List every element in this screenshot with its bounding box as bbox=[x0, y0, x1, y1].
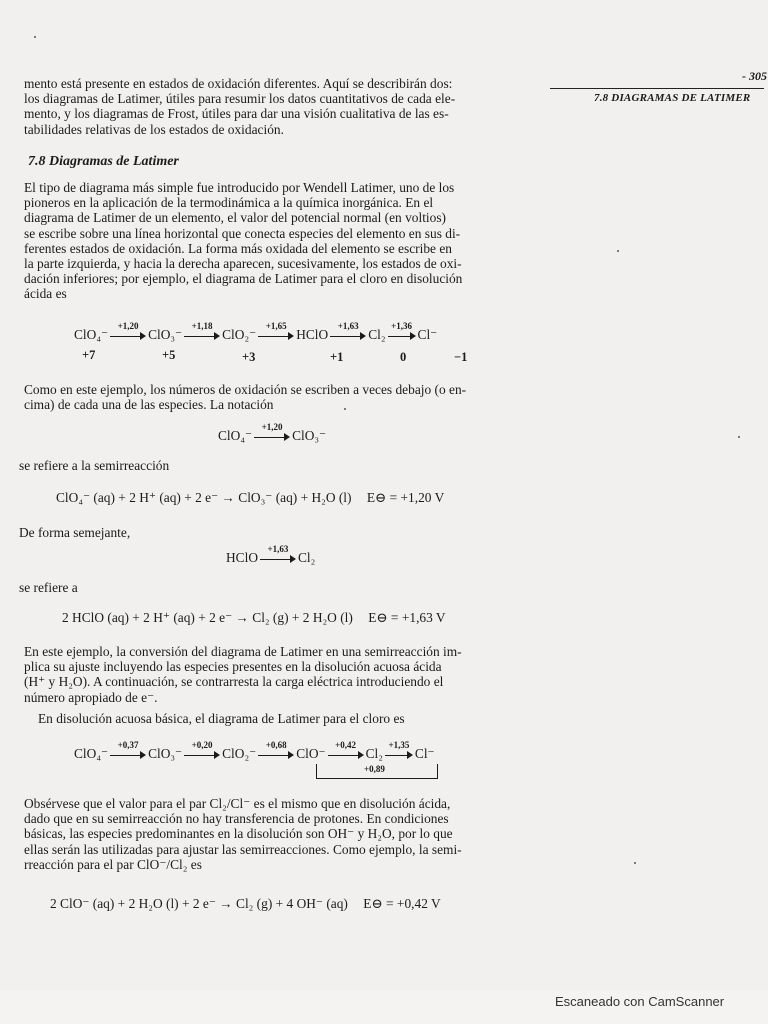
text-line: diagrama de Latimer de un elemento, el valor del potencial normal (en voltios) bbox=[24, 210, 447, 226]
scan-speck bbox=[34, 36, 36, 38]
potential-arrow: +1,36 bbox=[388, 330, 416, 342]
species: ClO₂⁻ bbox=[222, 746, 257, 761]
section-heading: 7.8 Diagramas de Latimer bbox=[28, 154, 179, 169]
scan-speck bbox=[738, 436, 740, 438]
bridge-potential: +0,89 bbox=[364, 764, 385, 774]
species: ClO⁻ bbox=[296, 746, 326, 761]
species: HClO bbox=[296, 327, 329, 342]
text-line: cima) de cada una de las especies. La notación bbox=[24, 397, 274, 413]
potential-arrow: +0,68 bbox=[258, 749, 294, 761]
species: ClO₃⁻ bbox=[292, 428, 327, 443]
species: ClO₄⁻ bbox=[218, 428, 253, 443]
paragraph-basic: En disolución acuosa básica, el diagrama de Latimer para el cloro es bbox=[38, 711, 405, 726]
species: Cl₂ bbox=[298, 550, 316, 565]
species: HClO bbox=[226, 550, 258, 565]
oxidation-state: −1 bbox=[454, 350, 468, 364]
half-reaction-3 bbox=[50, 896, 441, 912]
paragraph-conversion bbox=[24, 644, 528, 705]
potential-arrow: +1,20 bbox=[110, 330, 146, 342]
notation-example-1 bbox=[218, 421, 327, 444]
text-line: Obsérvese que el valor para el par Cl₂/Cl⁻ es el mismo que en disolución ácida, bbox=[24, 796, 451, 811]
half-reaction-2 bbox=[62, 610, 446, 626]
potential-arrow: +1,20 bbox=[254, 431, 290, 443]
species: ClO₄⁻ bbox=[74, 746, 109, 761]
potential-arrow: +1,35 bbox=[385, 749, 413, 761]
potential-arrow: +1,18 bbox=[184, 330, 220, 342]
text-line: (H⁺ y H₂O). A continuación, se contrarresta la carga eléctrica introduciendo el bbox=[24, 674, 444, 690]
running-head-rule bbox=[550, 88, 764, 89]
standard-potential: E⊖ = +1,63 V bbox=[368, 610, 446, 625]
oxidation-state: +1 bbox=[330, 350, 344, 364]
intro-paragraph bbox=[24, 76, 528, 137]
text-refiere-2: se refiere a bbox=[19, 580, 78, 595]
scan-speck bbox=[634, 862, 636, 864]
half-reaction-1 bbox=[56, 490, 444, 506]
scan-speck bbox=[344, 408, 346, 410]
equation: ClO₄⁻ (aq) + 2 H⁺ (aq) + 2 e⁻ → ClO₃⁻ (aq) + H₂O (l) bbox=[56, 490, 352, 505]
text-similar: De forma semejante, bbox=[19, 525, 131, 540]
page-number: - 305 bbox=[742, 69, 767, 83]
text-line: plica su ajuste incluyendo las especies presentes en la disolución acuosa ácida bbox=[24, 659, 442, 675]
text-line: En este ejemplo, la conversión del diagrama de Latimer en una semirreacción im- bbox=[24, 644, 462, 659]
species: ClO₃⁻ bbox=[148, 746, 183, 761]
text-line: rreacción para el par ClO⁻/Cl₂ es bbox=[24, 856, 202, 872]
equation: 2 HClO (aq) + 2 H⁺ (aq) + 2 e⁻ → Cl₂ (g) + 2 H₂O (l) bbox=[62, 610, 353, 625]
text-refiere-1: se refiere a la semirreacción bbox=[19, 458, 170, 473]
potential-arrow: +0,20 bbox=[184, 749, 220, 761]
species: Cl₂ bbox=[365, 746, 383, 761]
oxidation-state: +3 bbox=[242, 350, 256, 364]
notation-example-2 bbox=[226, 543, 316, 566]
text-line: los diagramas de Latimer, útiles para resumir los datos cuantitativos de cada ele- bbox=[24, 91, 456, 107]
latimer-diagram-basic bbox=[74, 739, 435, 762]
text-line: mento, y los diagramas de Frost, útiles para dar una visión cualitativa de las es- bbox=[24, 106, 449, 122]
text-line: dación inferiores; por ejemplo, el diagrama de Latimer para el cloro en disolución bbox=[24, 271, 463, 287]
potential-arrow: +1,63 bbox=[330, 330, 366, 342]
species: ClO₄⁻ bbox=[74, 327, 109, 342]
text-line: ellas serán las utilizadas para ajustar las semirreacciones. Como ejemplo, la semi- bbox=[24, 841, 462, 857]
paragraph-observation bbox=[24, 796, 528, 872]
potential-arrow: +0,42 bbox=[328, 749, 364, 761]
equation: 2 ClO⁻ (aq) + 2 H₂O (l) + 2 e⁻ → Cl₂ (g) + 4 OH⁻ (aq) bbox=[50, 896, 348, 911]
potential-arrow: +1,63 bbox=[260, 553, 296, 565]
text-line: Como en este ejemplo, los números de oxidación se escriben a veces debajo (o en- bbox=[24, 382, 467, 397]
scanner-watermark: Escaneado con CamScanner bbox=[555, 994, 725, 1009]
text-line: pioneros en la aplicación de la termodinámica a la química inorgánica. En el bbox=[24, 195, 434, 211]
oxidation-state: 0 bbox=[400, 350, 407, 364]
oxidation-state: +5 bbox=[162, 348, 176, 362]
standard-potential: E⊖ = +0,42 V bbox=[363, 896, 441, 911]
potential-arrow: +0,37 bbox=[110, 749, 146, 761]
text-line: ferentes estados de oxidación. La forma más oxidada del elemento se escribe en bbox=[24, 240, 452, 256]
latimer-diagram-acid bbox=[74, 320, 438, 343]
text-line: El tipo de diagrama más simple fue introducido por Wendell Latimer, uno de los bbox=[24, 180, 455, 195]
species: Cl⁻ bbox=[417, 327, 438, 342]
text-line: número apropiado de e⁻. bbox=[24, 689, 158, 705]
species: ClO₂⁻ bbox=[222, 327, 257, 342]
species: ClO₃⁻ bbox=[148, 327, 183, 342]
text-line: la parte izquierda, y hacia la derecha aparecen, sucesivamente, los estados de oxi- bbox=[24, 256, 462, 272]
running-head: 7.8 DIAGRAMAS DE LATIMER bbox=[594, 92, 751, 104]
paragraph-latimer-intro bbox=[24, 180, 528, 302]
paragraph-notation bbox=[24, 382, 528, 412]
text-line: básicas, las especies predominantes en la disolución son OH⁻ y H₂O, por lo que bbox=[24, 826, 453, 842]
text-line: mento está presente en estados de oxidación diferentes. Aquí se describirán dos: bbox=[24, 76, 453, 91]
text-line: tabilidades relativas de los estados de oxidación. bbox=[24, 121, 284, 137]
text-line: dado que en su semirreacción no hay transferencia de protones. En condiciones bbox=[24, 811, 449, 827]
text-line: ácida es bbox=[24, 286, 67, 302]
text-line: se escribe sobre una línea horizontal que conecta especies del elemento en sus di- bbox=[24, 225, 461, 241]
standard-potential: E⊖ = +1,20 V bbox=[366, 490, 445, 505]
oxidation-state: +7 bbox=[82, 348, 96, 362]
potential-arrow: +1,65 bbox=[258, 330, 294, 342]
species: Cl⁻ bbox=[414, 746, 435, 761]
species: Cl₂ bbox=[368, 327, 386, 342]
scan-speck bbox=[617, 250, 619, 252]
